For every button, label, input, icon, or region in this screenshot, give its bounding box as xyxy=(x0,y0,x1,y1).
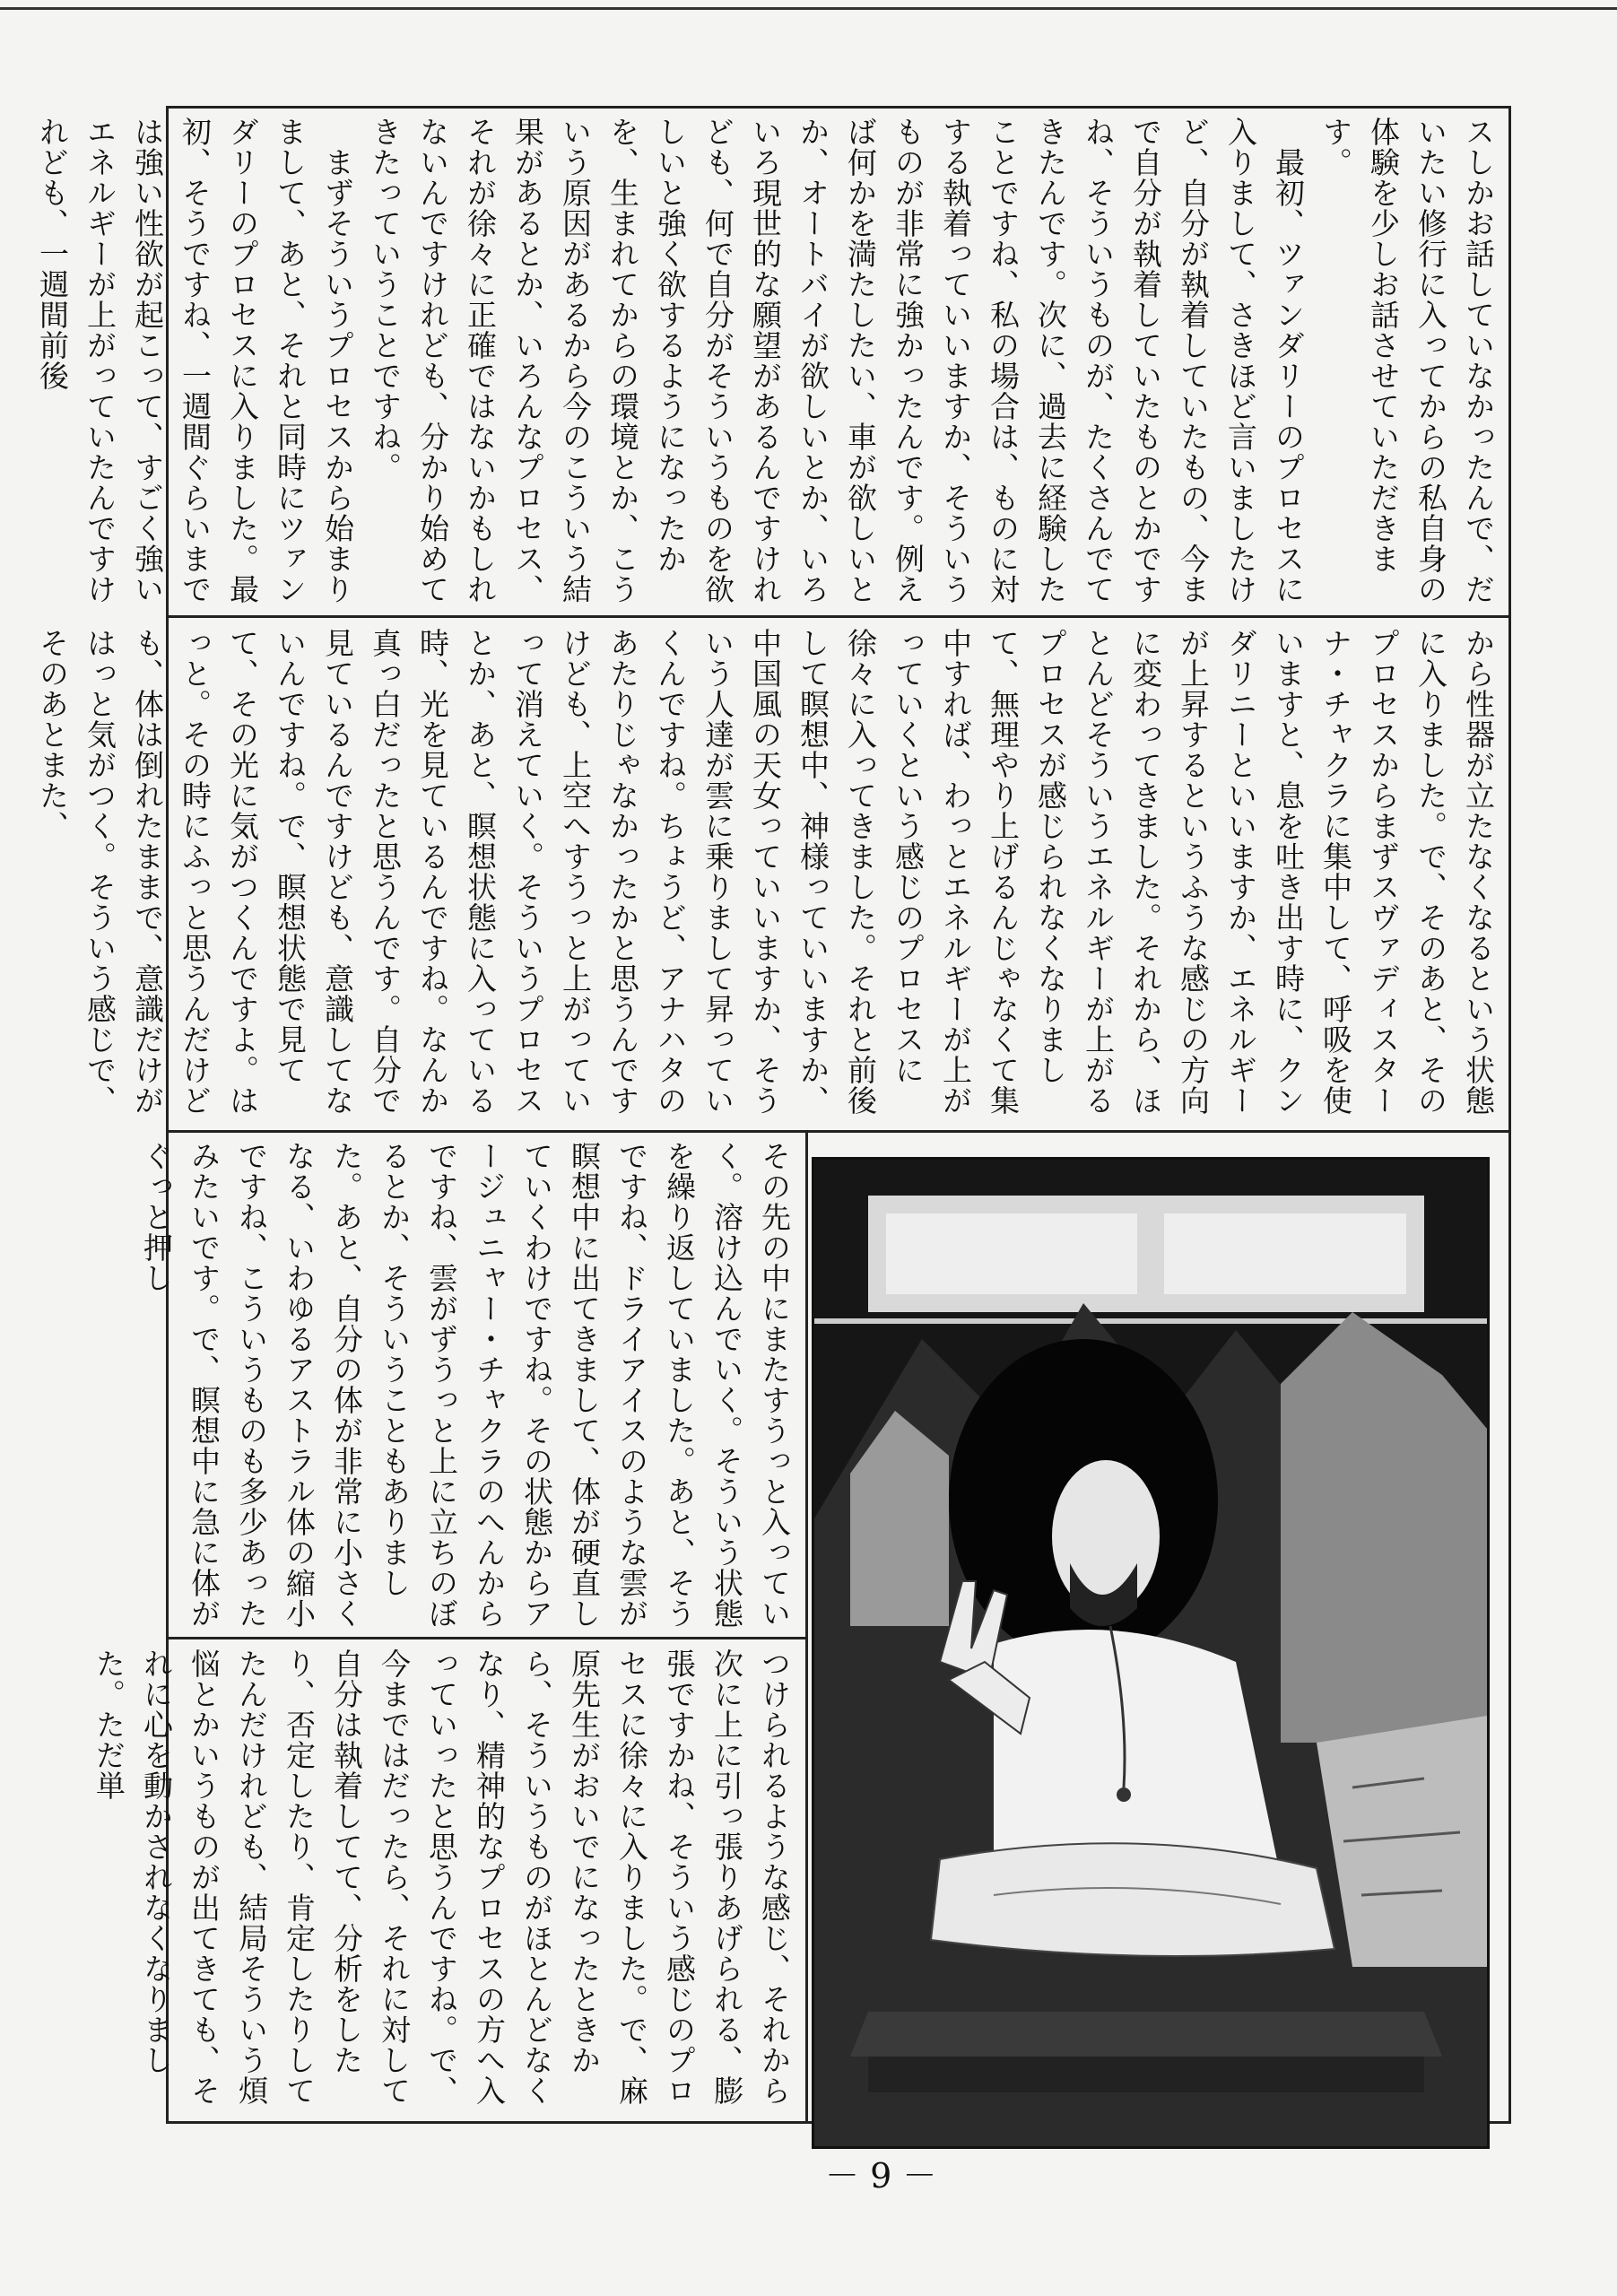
meditation-illustration xyxy=(812,1157,1490,2149)
text-block-3: その先の中にまたすうっと入っていく。溶け込んでいく。そういう状態を繰り返していました。あと、そうですね、ドライアイスのような雲が瞑想中に出てきまして、体が硬直していくわけですね。その状態からアージュニャー・チャクラのへんからですね、雲がずうっと上に立ちのぼるとか、そういうこともありました。あと、自分の体が非常に小さくなる、いわゆるアストラル体の縮小ですね、こういうものも多少あったみたいです。で、瞑想中に急に体がぐっと押し xyxy=(139,1141,792,1629)
top-rule xyxy=(0,7,1617,10)
page-number: － 9 － xyxy=(825,2156,937,2196)
divider-2 xyxy=(166,1130,1511,1133)
divider-3 xyxy=(166,1637,807,1639)
text-block-2: から性器が立たなくなるという状態に入りました。で、そのあと、そのプロセスからまずスヴァディスターナ・チャクラに集中して、呼吸を使いますと、息を吐き出す時に、クンダリニーといいますか、エネルギーが上昇するというふうな感じの方向に変わってきました。それから、ほとんどそういうエネルギーが上がるプロセスが感じられなくなりまして、無理やり上げるんじゃなくて集中すれば、わっとエネルギーが上がっていくという感じのプロセスに徐々に入ってきました。それと前後して瞑想中、神様っていいますか、中国風の天女っていいますか、そういう人達が雲に乗りまして昇っていくんですね。ちょうど、アナハタのあたりじゃなかったかと思うんですけども、上空へすうっと上がっていって消えていく。そういうプロセスとか、あと、瞑想状態に入っている時、光を見ているんですね。なんか真っ白だったと思うんです。自分で見ているんですけども、意識してないんですね。で、瞑想状態で見てて、その光に気がつくんですよ。はっと。その時にふっと思うんだけども、体は倒れたままで、意識だけがはっと気がつく。そういう感じで、そのあとまた、 xyxy=(35,628,1496,1116)
frame-top xyxy=(166,106,1511,109)
frame-right xyxy=(1508,106,1511,2124)
divider-1 xyxy=(166,615,1511,618)
column-divider xyxy=(805,1130,808,2121)
text-block-4: つけられるような感じ、それから次に上に引っ張りあげられる、膨張ですかね、そういう感じのプロセスに徐々に入りました。で、麻原先生がおいでになったときから、そういうものがほとんどなくなり、精神的なプロセスの方へ入っていったと思うんですね。で、今まではだったら、それに対して自分は執着してて、分析をしたり、否定したり、肯定したりしてたんだけれども、結局そういう煩悩とかいうものが出てきても、それに心を動かされなくなりました。ただ単 xyxy=(91,1648,792,2106)
text-block-1: スしかお話していなかったんで、だいたい修行に入ってからの私自身の体験を少しお話させていただきます。 最初、ツァンダリーのプロセスに入りまして、さきほど言いましたけど、自分が執着していたもの、今まで自分が執着していたものとかですね、そういうものが、たくさんでてきたんです。次に、過去に経験したことですね、私の場合は、ものに対する執着っていいますか、そういうものが非常に強かったんです。例えば何かを満たしたい、車が欲しいとか、オートバイが欲しいとか、いろいろ現世的な願望があるんですけれども、何で自分がそういうものを欲しいと強く欲するようになったかを、生まれてからの環境とか、こういう原因があるから今のこういう結果があるとか、いろんなプロセス、それが徐々に正確ではないかもしれないんですけれども、分かり始めてきたっていうことですね。 まずそういうプロセスから始まりまして、あと、それと同時にツァンダリーのプロセスに入りました。最初、そうですね、一週間ぐらいまでは強い性欲が起こって、すごく強いエネルギーが上がっていたんですけれども、一週間前後 xyxy=(35,117,1496,604)
